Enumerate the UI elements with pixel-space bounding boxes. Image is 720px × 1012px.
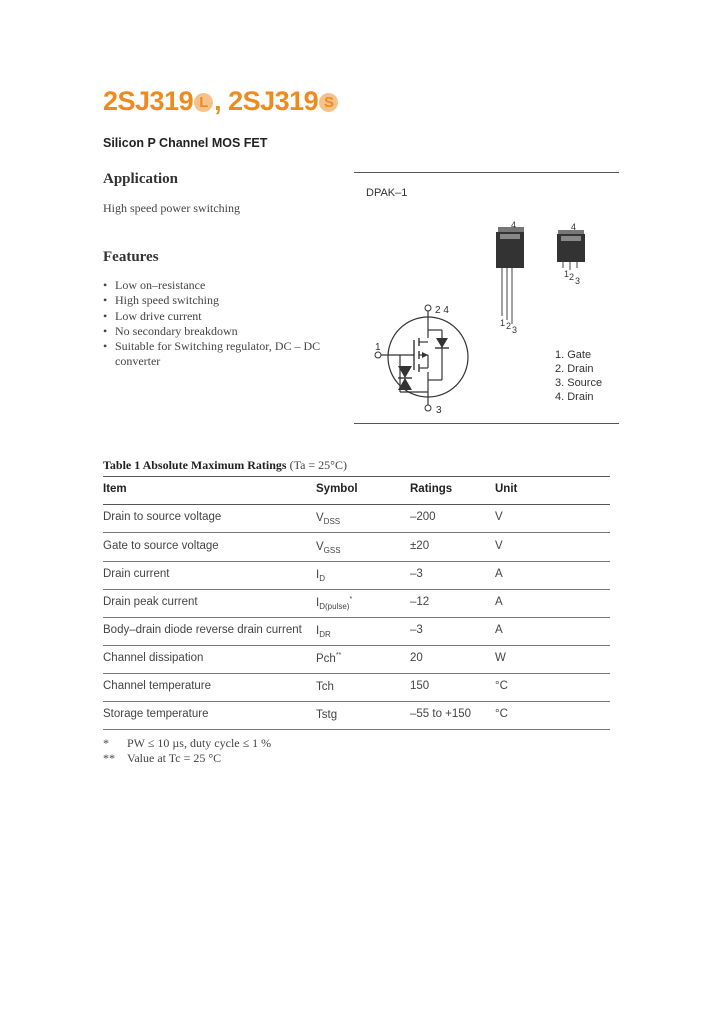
package-bottom-rule [354,423,619,424]
cell-symbol: $I_{DR}$ [316,624,331,640]
note-text: Value at Tc = 25 °C [127,751,222,765]
package-label: DPAK–1 [366,187,408,199]
features-heading: Features [103,249,159,265]
note-mark: * [103,736,109,750]
cell-symbol: $I_{D(pulse)}^*$ [316,596,353,612]
cell-unit: W [495,652,506,664]
pin-label: 1. Gate [555,349,592,361]
table-row [103,701,610,730]
table-row [103,645,610,674]
package-l-tab-pin: 4 [511,220,517,230]
table-row [103,533,610,562]
cell-unit: V [495,511,503,523]
cell-rating: –55 to +150 [410,708,472,720]
symbol-pin-gate: 1 [375,342,381,353]
cell-symbol: Pch** [316,652,342,665]
table-caption [103,456,347,474]
cell-unit: A [495,596,503,608]
table-caption-condition: (Ta = 25°C) [286,458,347,472]
feature-item: • High speed switching [103,293,355,308]
title-separator: , [214,86,229,116]
header-unit: Unit [495,483,518,495]
pin-label: 4. Drain [555,391,594,403]
package-l-lead-pin: 1 [500,318,506,328]
cell-rating: –3 [410,624,423,636]
subtitle: Silicon P Channel MOS FET [103,136,268,150]
cell-unit: A [495,624,503,636]
package-s-lead-pin: 2 [569,272,575,282]
cell-symbol: $V_{DSS}$ [316,511,341,527]
title-part-1: 2SJ319 [103,86,194,116]
cell-rating: –12 [410,596,430,608]
cell-item: Channel temperature [103,680,212,692]
table-row [103,561,610,590]
cell-unit: °C [495,680,508,692]
symbol-pin-top: 2 4 [435,305,449,316]
title-suffix-s: S [319,93,338,112]
table-row [103,589,610,618]
package-s-lead-pin: 1 [564,269,570,279]
header-ratings: Ratings [410,483,453,495]
table-row [103,504,610,533]
page-title [103,86,339,117]
cell-rating: –200 [410,511,436,523]
table-caption-bold: Table 1 Absolute Maximum Ratings [103,458,287,472]
cell-item: Channel dissipation [103,652,204,664]
title-part-2: 2SJ319 [228,86,319,116]
feature-item: • Low on–resistance [103,278,355,293]
header-symbol: Symbol [316,483,358,495]
cell-item: Body–drain diode reverse drain current [103,624,302,636]
table-row [103,673,610,702]
table-top-rule [103,476,610,477]
cell-item: Drain to source voltage [103,511,222,523]
pin-label: 3. Source [555,377,603,389]
package-top-rule [354,172,619,173]
cell-rating: –3 [410,568,423,580]
note-mark: ** [103,751,115,765]
cell-item: Gate to source voltage [103,540,219,552]
table-row [103,617,610,646]
cell-unit: V [495,540,503,552]
cell-symbol: Tch [316,680,334,693]
cell-symbol: Tstg [316,708,338,721]
cell-symbol: $V_{GSS}$ [316,540,341,556]
cell-rating: 20 [410,652,423,664]
header-item: Item [103,483,127,495]
application-heading: Application [103,171,179,187]
feature-item: • No secondary breakdown [103,324,355,339]
mosfet-symbol-icon [370,300,470,416]
symbol-pin-bottom: 3 [436,405,442,416]
feature-item: • Suitable for Switching regulator, DC – DC converter [103,339,355,370]
title-suffix-l: L [194,93,213,112]
cell-item: Drain current [103,568,170,580]
features-list [103,278,355,370]
feature-item: • Low drive current [103,309,355,324]
cell-symbol: $I_D$ [316,568,325,584]
cell-item: Drain peak current [103,596,198,608]
cell-rating: ±20 [410,540,430,552]
package-l-lead-pin: 2 [506,321,512,331]
package-s-tab-pin: 4 [571,222,577,232]
package-s-lead-pin: 3 [575,276,581,286]
cell-rating: 150 [410,680,430,692]
pin-label: 2. Drain [555,363,594,375]
cell-item: Storage temperature [103,708,209,720]
package-l-lead-pin: 3 [512,325,518,335]
cell-unit: A [495,568,503,580]
cell-unit: °C [495,708,508,720]
application-text: High speed power switching [103,201,240,215]
note-text: PW ≤ 10 µs, duty cycle ≤ 1 % [127,736,272,750]
